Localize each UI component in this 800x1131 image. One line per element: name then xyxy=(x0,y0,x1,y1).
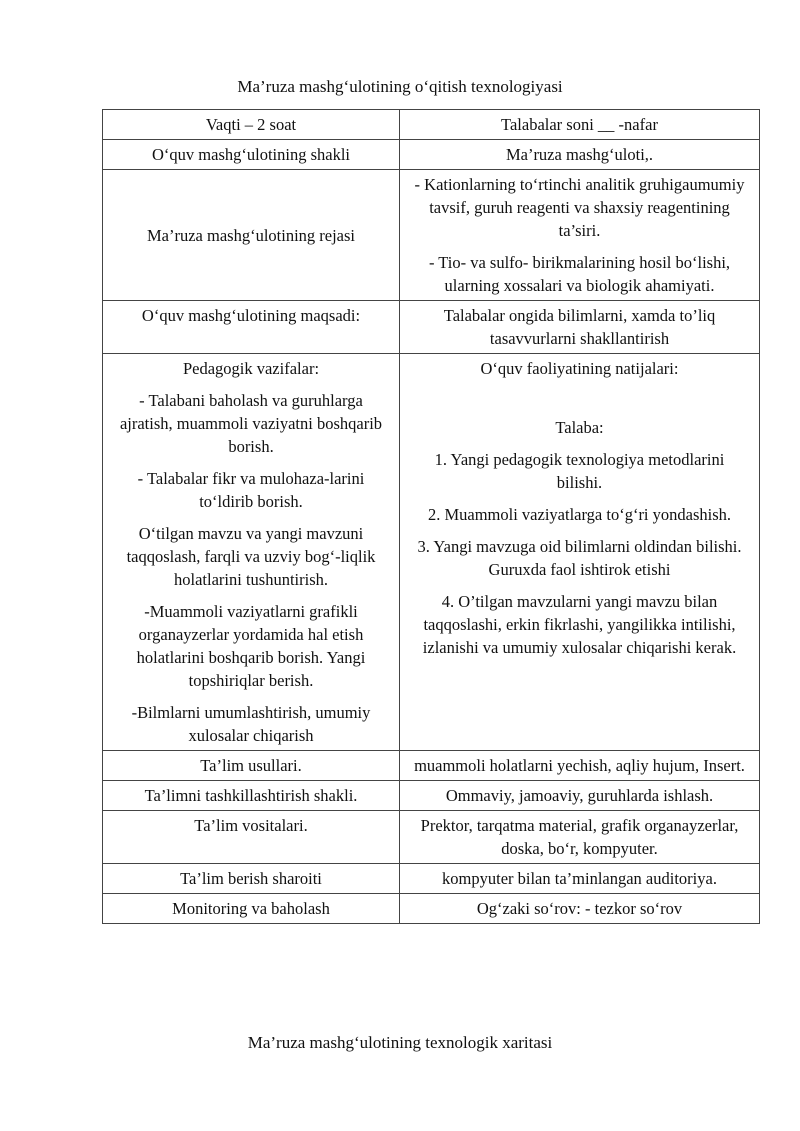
goal-value: Talabalar ongida bilimlarni, xamda to’liq tasavvurlarni shakllantirish xyxy=(400,301,760,354)
table-row-tasks-results xyxy=(103,354,760,751)
tasks-title: Pedagogik vazifalar: xyxy=(182,359,320,378)
goal-label: O‘quv mashg‘ulotining maqsadi: xyxy=(103,301,400,354)
table-row-plan xyxy=(103,170,760,301)
monitoring-value: Og‘zaki so‘rov: - tezkor so‘rov xyxy=(400,894,760,924)
table-row-conditions xyxy=(103,864,760,894)
result-item: 1. Yangi pedagogik texnologiya metodlarini bilishi. xyxy=(434,450,725,492)
organization-value: Ommaviy, jamoaviy, guruhlarda ishlash. xyxy=(400,781,760,811)
table-row-organization xyxy=(103,781,760,811)
conditions-value: kompyuter bilan ta’minlangan auditoriya. xyxy=(400,864,760,894)
result-item: 4. O’tilgan mavzularni yangi mavzu bilan taqqoslashi, erkin fikrlashi, yangilikka intilishi, izlanishi va umumiy xulosalar chiqarishi kerak. xyxy=(422,592,737,657)
task-item: - Talabalar fikr va mulohaza-larini to‘ldirib borish. xyxy=(137,469,365,511)
conditions-label: Ta’lim berish sharoiti xyxy=(103,864,400,894)
monitoring-label: Monitoring va baholash xyxy=(103,894,400,924)
table-row-methods xyxy=(103,751,760,781)
plan-value xyxy=(400,170,760,301)
task-item: - Talabani baholash va guruhlarga ajratish, muammoli vaziyatni boshqarib borish. xyxy=(119,391,383,456)
table-row-monitoring xyxy=(103,894,760,924)
methods-label: Ta’lim usullari. xyxy=(103,751,400,781)
methods-value: muammoli holatlarni yechish, aqliy hujum, Insert. xyxy=(400,751,760,781)
organization-label: Ta’limni tashkillashtirish shakli. xyxy=(103,781,400,811)
learning-results-cell xyxy=(400,354,760,751)
time-cell: Vaqti – 2 soat xyxy=(103,110,400,140)
tools-label: Ta’lim vositalari. xyxy=(103,811,400,864)
form-value: Ma’ruza mashg‘uloti,. xyxy=(400,140,760,170)
document-title: Ma’ruza mashg‘ulotining o‘qitish texnologiyasi xyxy=(237,77,563,96)
form-label: O‘quv mashg‘ulotining shakli xyxy=(103,140,400,170)
table-row-tools xyxy=(103,811,760,864)
results-subtitle: Talaba: xyxy=(555,418,604,437)
plan-item: - Tio- va sulfo- birikmalarining hosil bo‘lishi, ularning xossalari va biologik ahamiyati. xyxy=(428,253,731,295)
task-item: -Bilmlarni umumlashtirish, umumiy xulosalar chiqarish xyxy=(131,703,371,745)
results-title: O‘quv faoliyatining natijalari: xyxy=(480,359,679,378)
plan-label: Ma’ruza mashg‘ulotining rejasi xyxy=(103,170,400,301)
plan-item: - Kationlarning to‘rtinchi analitik gruhigaumumiy tavsif, guruh reagenti va shaxsiy reagentining ta’siri. xyxy=(414,175,745,240)
table-row-goal xyxy=(103,301,760,354)
document-footer-title: Ma’ruza mashg‘ulotining texnologik xaritasi xyxy=(247,1033,553,1052)
task-item: -Muammoli vaziyatlarni grafikli organayzerlar yordamida hal etish holatlarini boshqarib borish. Yangi topshiriqlar berish. xyxy=(136,602,366,690)
result-item: 2. Muammoli vaziyatlarga to‘g‘ri yondashish. xyxy=(427,505,732,524)
table-row-time xyxy=(103,110,760,140)
lesson-table xyxy=(102,109,760,924)
task-item: O‘tilgan mavzu va yangi mavzuni taqqoslash, farqli va uzviy bog‘-liqlik holatlarini tushuntirish. xyxy=(126,524,376,589)
pedagogical-tasks-cell xyxy=(103,354,400,751)
tools-value: Prektor, tarqatma material, grafik organayzerlar, doska, bo‘r, kompyuter. xyxy=(400,811,760,864)
table-row-form xyxy=(103,140,760,170)
result-item: 3. Yangi mavzuga oid bilimlarni oldindan bilishi. Guruxda faol ishtirok etishi xyxy=(417,537,742,579)
students-count-cell: Talabalar soni __ -nafar xyxy=(400,110,760,140)
